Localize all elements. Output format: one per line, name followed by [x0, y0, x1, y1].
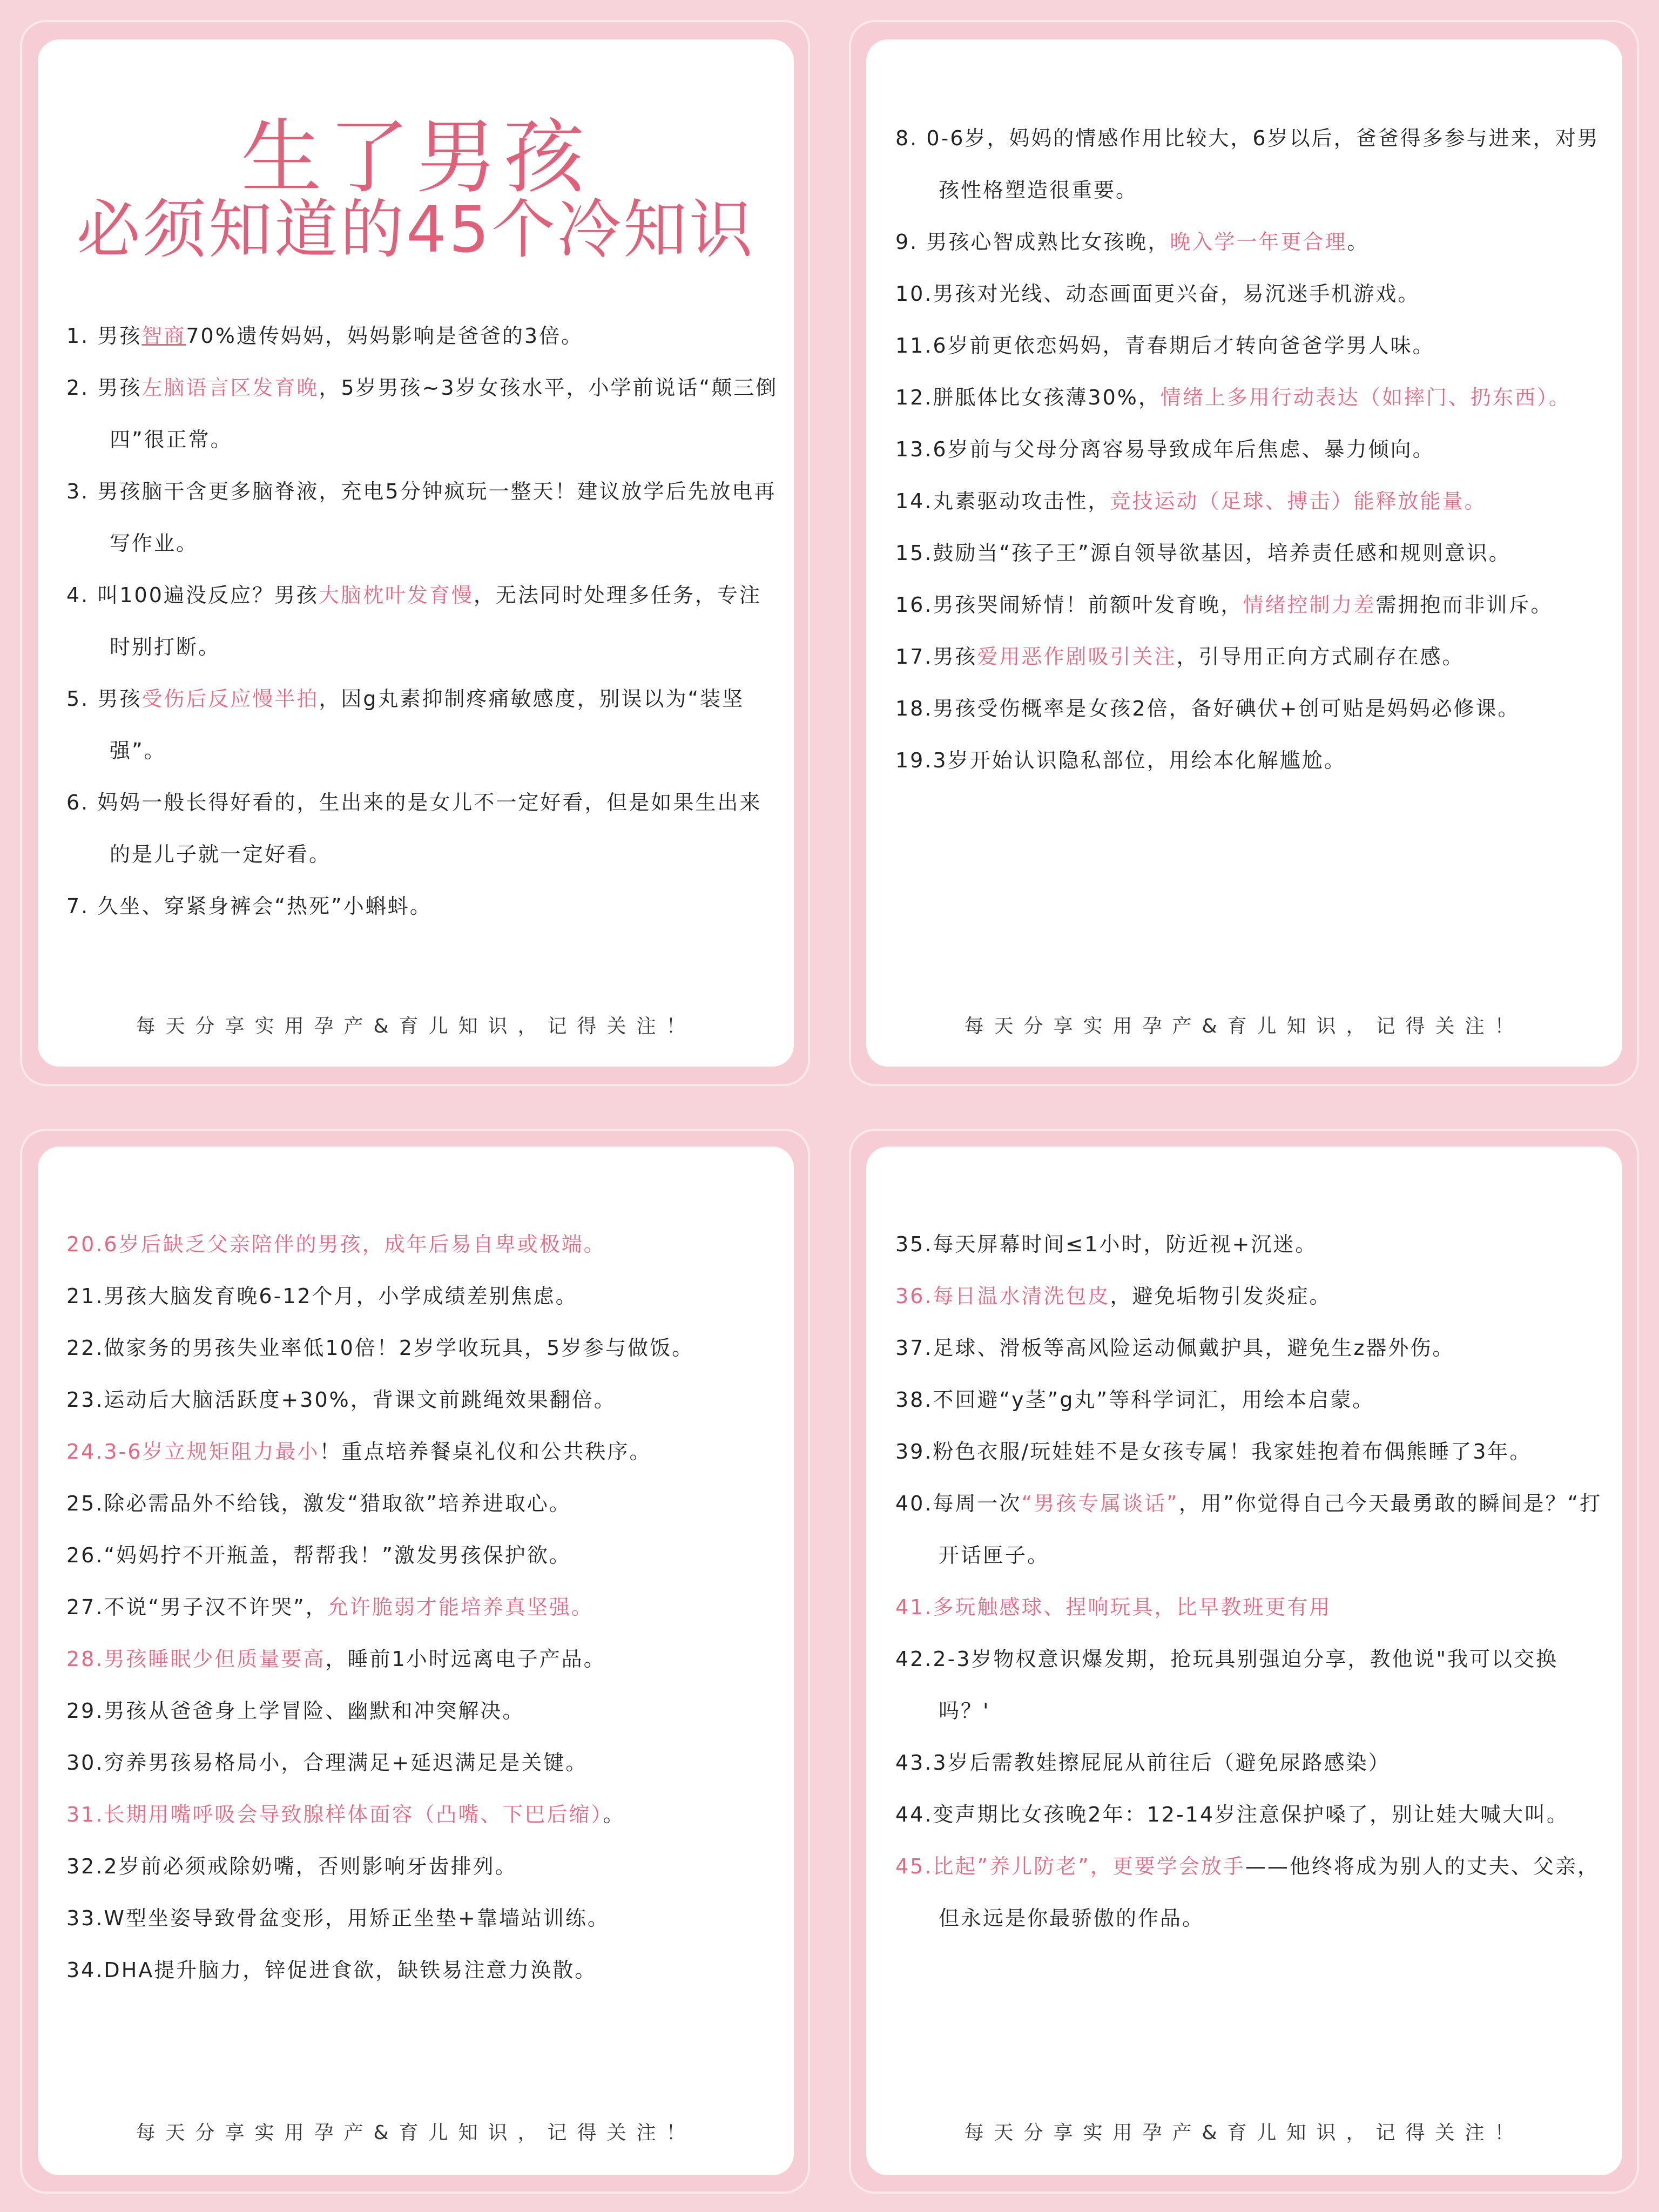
fact-item	[895, 1789, 1608, 1840]
fact-text: 。	[603, 1803, 625, 1826]
fact-text: 44.变声期比女孩晚2年：12-14岁注意保护嗓了，别让娃大喊大叫。	[895, 1803, 1569, 1826]
fact-item	[895, 683, 1608, 734]
fact-item	[66, 1529, 779, 1581]
fact-item	[895, 1426, 1608, 1478]
fact-highlight: 左脑语言区发育晚	[141, 376, 319, 400]
fact-highlight: 晚入学一年更合理	[1170, 230, 1347, 254]
fact-item	[66, 1478, 779, 1529]
fact-item	[66, 1737, 779, 1789]
fact-text: 7. 久坐、穿紧身裤会“热死”小蝌蚪。	[66, 894, 432, 918]
fact-text: 4. 叫100遍没反应？男孩	[66, 583, 319, 607]
fact-item	[895, 631, 1608, 683]
fact-text: 5. 男孩	[66, 687, 142, 711]
fact-item	[895, 1374, 1608, 1426]
fact-text: 40.每周一次	[895, 1492, 1022, 1515]
fact-text: 3. 男孩脑干含更多脑脊液，充电5分钟疯玩一整天！建议放学后先放电再写作业。	[66, 480, 777, 555]
fact-text: 13.6岁前与父母分离容易导致成年后焦虑、暴力倾向。	[895, 437, 1435, 461]
fact-item	[895, 1633, 1608, 1737]
fact-text: 1. 男孩	[66, 324, 142, 348]
fact-text: 42.2-3岁物权意识爆发期，抢玩具别强迫分享，教他说"我可以交换吗？'	[895, 1647, 1558, 1723]
fact-text: ——他终将成为别人的丈夫、父亲，但永远是你最骄傲的作品。	[939, 1854, 1600, 1930]
fact-text: 14.丸素驱动攻击性，	[895, 489, 1110, 513]
fact-text: 18.男孩受伤概率是女孩2倍，备好碘伏+创可贴是妈妈必修课。	[895, 697, 1520, 720]
fact-text: 6. 妈妈一般长得好看的，生出来的是女儿不一定好看，但是如果生出来的是儿子就一定好看。	[66, 791, 762, 866]
fact-text: 12.胼胝体比女孩薄30%，	[895, 386, 1161, 409]
fact-text: 17.男孩	[895, 645, 977, 669]
fact-text: 25.除必需品外不给钱，激发“猎取欲”培养进取心。	[66, 1492, 571, 1515]
facts-list-1	[66, 310, 779, 932]
facts-list-2	[895, 112, 1608, 786]
fact-text: ！重点培养餐桌礼仪和公共秩序。	[319, 1440, 652, 1464]
fact-highlight: 45.比起”养儿防老”，更要学会放手	[895, 1854, 1245, 1878]
fact-text: 43.3岁后需教娃擦屁屁从前往后（避免尿路感染）	[895, 1751, 1391, 1775]
fact-text: 2. 男孩	[66, 376, 142, 400]
fact-item	[895, 734, 1608, 786]
fact-text: 21.男孩大脑发育晚6-12个月，小学成绩差别焦虑。	[66, 1284, 578, 1308]
fact-text: ，因g丸素抑制疼痛敏感度，别误以为“装坚强”。	[110, 687, 745, 763]
fact-text: 30.穷养男孩易格局小，合理满足+延迟满足是关键。	[66, 1751, 588, 1775]
fact-highlight: 20.6岁后缺乏父亲陪伴的男孩，成年后易自卑或极端。	[66, 1232, 606, 1256]
fact-item	[895, 1218, 1608, 1270]
fact-text: 29.男孩从爸爸身上学冒险、幽默和冲突解决。	[66, 1699, 525, 1723]
fact-item	[895, 475, 1608, 527]
fact-item	[66, 673, 779, 777]
fact-text: 19.3岁开始认识隐私部位，用绘本化解尴尬。	[895, 748, 1346, 772]
fact-item	[895, 1840, 1608, 1944]
fact-item	[895, 579, 1608, 631]
fact-highlight: 情绪控制力差	[1243, 593, 1376, 617]
fact-text: 8. 0-6岁，妈妈的情感作用比较大，6岁以后，爸爸得多参与进来，对男孩性格塑造很重要。	[895, 126, 1600, 202]
fact-text: ，避免垢物引发炎症。	[1110, 1284, 1332, 1308]
fact-text: 需拥抱而非训斥。	[1375, 593, 1553, 617]
fact-item	[66, 1892, 779, 1944]
fact-highlight: 竞技运动（足球、搏击）能释放能量。	[1110, 489, 1487, 513]
fact-text: ，睡前1小时远离电子产品。	[325, 1647, 606, 1671]
fact-item	[66, 466, 779, 569]
fact-item	[66, 1840, 779, 1892]
fact-text: 。	[1347, 230, 1370, 254]
fact-text: ，无法同时处理多任务，专注时别打断。	[110, 583, 761, 659]
fact-item	[895, 112, 1608, 216]
fact-item	[895, 1478, 1608, 1581]
fact-text: ，引导用正向方式刷存在感。	[1176, 645, 1465, 669]
fact-text: 37.足球、滑板等高风险运动佩戴护具，避免生z器外伤。	[895, 1336, 1455, 1360]
fact-item	[66, 1944, 779, 1996]
fact-item	[66, 1218, 779, 1270]
fact-text: 22.做家务的男孩失业率低10倍！2岁学收玩具，5岁参与做饭。	[66, 1336, 694, 1360]
fact-text: 35.每天屏幕时间≤1小时，防近视+沉迷。	[895, 1232, 1318, 1256]
fact-text: 26.“妈妈拧不开瓶盖，帮帮我！”激发男孩保护欲。	[66, 1543, 571, 1567]
fact-item	[895, 1270, 1608, 1322]
fact-highlight: 大脑枕叶发育慢	[318, 583, 474, 607]
fact-item	[895, 527, 1608, 579]
fact-item	[66, 777, 779, 880]
fact-text: 38.不回避“y茎”g丸”等科学词汇，用绘本启蒙。	[895, 1388, 1375, 1412]
fact-item	[66, 569, 779, 673]
fact-text: 32.2岁前必须戒除奶嘴，否则影响牙齿排列。	[66, 1854, 517, 1878]
fact-highlight: 36.每日温水清洗包皮	[895, 1284, 1110, 1308]
facts-list-3	[66, 1218, 779, 1996]
fact-text: 33.W型坐姿导致骨盆变形，用矫正坐垫+靠墙站训练。	[66, 1906, 610, 1930]
footer-follow-note: 每天分享实用孕产&育儿知识，记得关注！	[964, 2122, 1525, 2144]
fact-item	[895, 216, 1608, 268]
fact-text: ，用”你觉得自己今天最勇敢的瞬间是？“打开话匣子。	[939, 1492, 1602, 1567]
fact-item	[66, 310, 779, 362]
fact-item	[895, 1581, 1608, 1633]
fact-item	[66, 880, 779, 932]
fact-text: 23.运动后大脑活跃度+30%，背课文前跳绳效果翻倍。	[66, 1388, 616, 1412]
fact-highlight: “男孩专属谈话”	[1021, 1492, 1179, 1515]
fact-text: 27.不说“男子汉不许哭”，	[66, 1595, 328, 1619]
fact-text: 15.鼓励当“孩子王”源自领导欲基因，培养责任感和规则意识。	[895, 541, 1511, 565]
fact-highlight: 28.男孩睡眠少但质量要高	[66, 1647, 326, 1671]
fact-item	[895, 372, 1608, 423]
fact-item	[66, 1633, 779, 1685]
title-line-2: 必须知道的45个冷知识	[76, 192, 756, 267]
fact-highlight: 24.3-6岁立规矩阻力最小	[66, 1440, 320, 1464]
fact-text: 34.DHA提升脑力，锌促进食欲，缺铁易注意力涣散。	[66, 1958, 597, 1982]
fact-highlight: 智商	[141, 324, 186, 348]
fact-text: 39.粉色衣服/玩娃娃不是女孩专属！我家娃抱着布偶熊睡了3年。	[895, 1440, 1532, 1464]
fact-item	[895, 268, 1608, 320]
fact-highlight: 41.多玩触感球、捏响玩具，比早教班更有用	[895, 1595, 1332, 1619]
footer-follow-note: 每天分享实用孕产&育儿知识，记得关注！	[136, 1015, 696, 1037]
fact-item	[66, 1374, 779, 1426]
fact-highlight: 31.长期用嘴呼吸会导致腺样体面容（凸嘴、下巴后缩）	[66, 1803, 603, 1826]
footer-follow-note: 每天分享实用孕产&育儿知识，记得关注！	[964, 1015, 1525, 1037]
title-line-1: 生了男孩	[240, 111, 591, 205]
footer-follow-note: 每天分享实用孕产&育儿知识，记得关注！	[136, 2122, 696, 2144]
fact-item	[895, 1737, 1608, 1789]
fact-item	[895, 423, 1608, 475]
fact-text: 9. 男孩心智成熟比女孩晚，	[895, 230, 1170, 254]
facts-list-4	[895, 1218, 1608, 1944]
fact-item	[66, 1322, 779, 1374]
fact-highlight: 受伤后反应慢半拍	[141, 687, 319, 711]
fact-item	[66, 1426, 779, 1478]
fact-text: 70%遗传妈妈，妈妈影响是爸爸的3倍。	[186, 324, 583, 348]
fact-text: 16.男孩哭闹矫情！前额叶发育晚，	[895, 593, 1243, 617]
fact-highlight: 情绪上多用行动表达（如摔门、扔东西）。	[1160, 386, 1571, 409]
fact-highlight: 爱用恶作剧吸引关注	[977, 645, 1177, 669]
fact-item	[895, 1322, 1608, 1374]
fact-item	[66, 1789, 779, 1840]
fact-item	[895, 320, 1608, 372]
fact-text: 10.男孩对光线、动态画面更兴奋，易沉迷手机游戏。	[895, 282, 1420, 306]
fact-item	[66, 362, 779, 466]
fact-item	[66, 1270, 779, 1322]
fact-text: ，5岁男孩~3岁女孩水平，小学前说话“颠三倒四”很正常。	[110, 376, 778, 451]
fact-highlight: 允许脆弱才能培养真坚强。	[327, 1595, 594, 1619]
fact-item	[66, 1581, 779, 1633]
fact-item	[66, 1685, 779, 1737]
fact-text: 11.6岁前更依恋妈妈，青春期后才转向爸爸学男人味。	[895, 334, 1435, 358]
